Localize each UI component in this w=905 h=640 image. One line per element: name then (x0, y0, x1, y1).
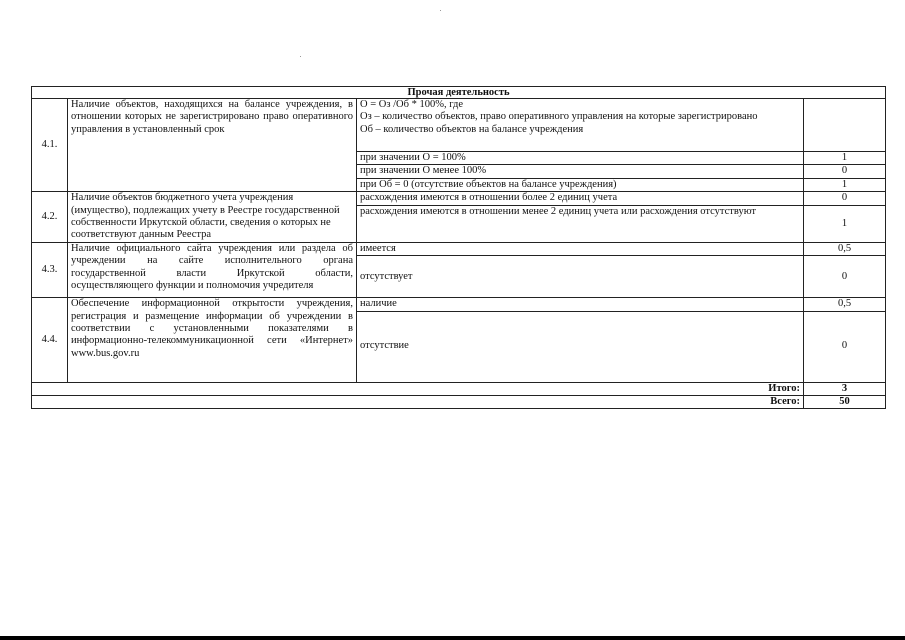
score-cell: 1 (804, 205, 886, 242)
criteria-table (31, 86, 886, 409)
table-row (32, 99, 886, 152)
score-cell: 1 (804, 152, 886, 165)
criterion-cell: наличие (357, 298, 804, 311)
row-number: 4.2. (32, 192, 68, 243)
vsego-value: 50 (804, 396, 886, 409)
formula-line: О = Оз /Об * 100%, где (360, 99, 463, 110)
score-cell: 0,5 (804, 298, 886, 311)
total-row (32, 382, 886, 395)
criterion-cell: отсутствует (357, 256, 804, 298)
indicator-cell: Наличие официального сайта учреждения или раздела об учреждении на сайте исполнительного органа государственной власти Иркутской области, осуществляющего функции и полномочия учредителя (68, 242, 357, 297)
criterion-cell: при Об = 0 (отсутствие объектов на балансе учреждения) (357, 178, 804, 191)
score-cell: 0 (804, 192, 886, 206)
score-cell: 0 (804, 256, 886, 298)
indicator-cell: Наличие объектов, находящихся на балансе учреждения, в отношении которых не зарегистрировано право оперативного управления в установленный срок (68, 99, 357, 192)
criterion-cell: расхождения имеются в отношении более 2 единиц учета (357, 192, 804, 206)
criterion-cell: отсутствие (357, 311, 804, 382)
criterion-cell: имеется (357, 242, 804, 255)
score-cell: 0,5 (804, 242, 886, 255)
table-row (32, 192, 886, 206)
vsego-label: Всего: (32, 396, 804, 409)
itogo-label: Итого: (32, 382, 804, 395)
empty-score-cell (804, 99, 886, 152)
indicator-cell: Обеспечение информационной открытости учреждения, регистрация и размещение информации об учреждении в соответствии с установленными показателями в информационно-телекоммуникационной сети «Интернет» www.bus.gov.ru (68, 298, 357, 382)
criterion-cell: расхождения имеются в отношении менее 2 единиц учета или расхождения отсутствуют (357, 205, 804, 242)
section-title: Прочая деятельность (32, 87, 886, 99)
score-cell: 1 (804, 178, 886, 191)
grand-total-row (32, 396, 886, 409)
score-cell: 0 (804, 165, 886, 178)
formula-line: Об – количество объектов на балансе учреждения (360, 123, 584, 135)
row-number: 4.3. (32, 242, 68, 297)
indicator-cell: Наличие объектов бюджетного учета учреждения (имущество), подлежащих учету в Реестре государственной собственности Иркутской области, сведения о которых не соответствуют данным Реестра (68, 192, 357, 243)
criterion-cell: при значении О менее 100% (357, 165, 804, 178)
table-row (32, 242, 886, 255)
row-number: 4.1. (32, 99, 68, 192)
formula-line: Оз – количество объектов, право оперативного управления на которые зарегистрировано (360, 111, 758, 123)
row-number: 4.4. (32, 298, 68, 382)
scan-edge (0, 636, 905, 640)
formula-cell (357, 99, 804, 152)
itogo-value: 3 (804, 382, 886, 395)
table-row (32, 298, 886, 311)
criterion-cell: при значении О = 100% (357, 152, 804, 165)
score-cell: 0 (804, 311, 886, 382)
section-header-row (32, 87, 886, 99)
